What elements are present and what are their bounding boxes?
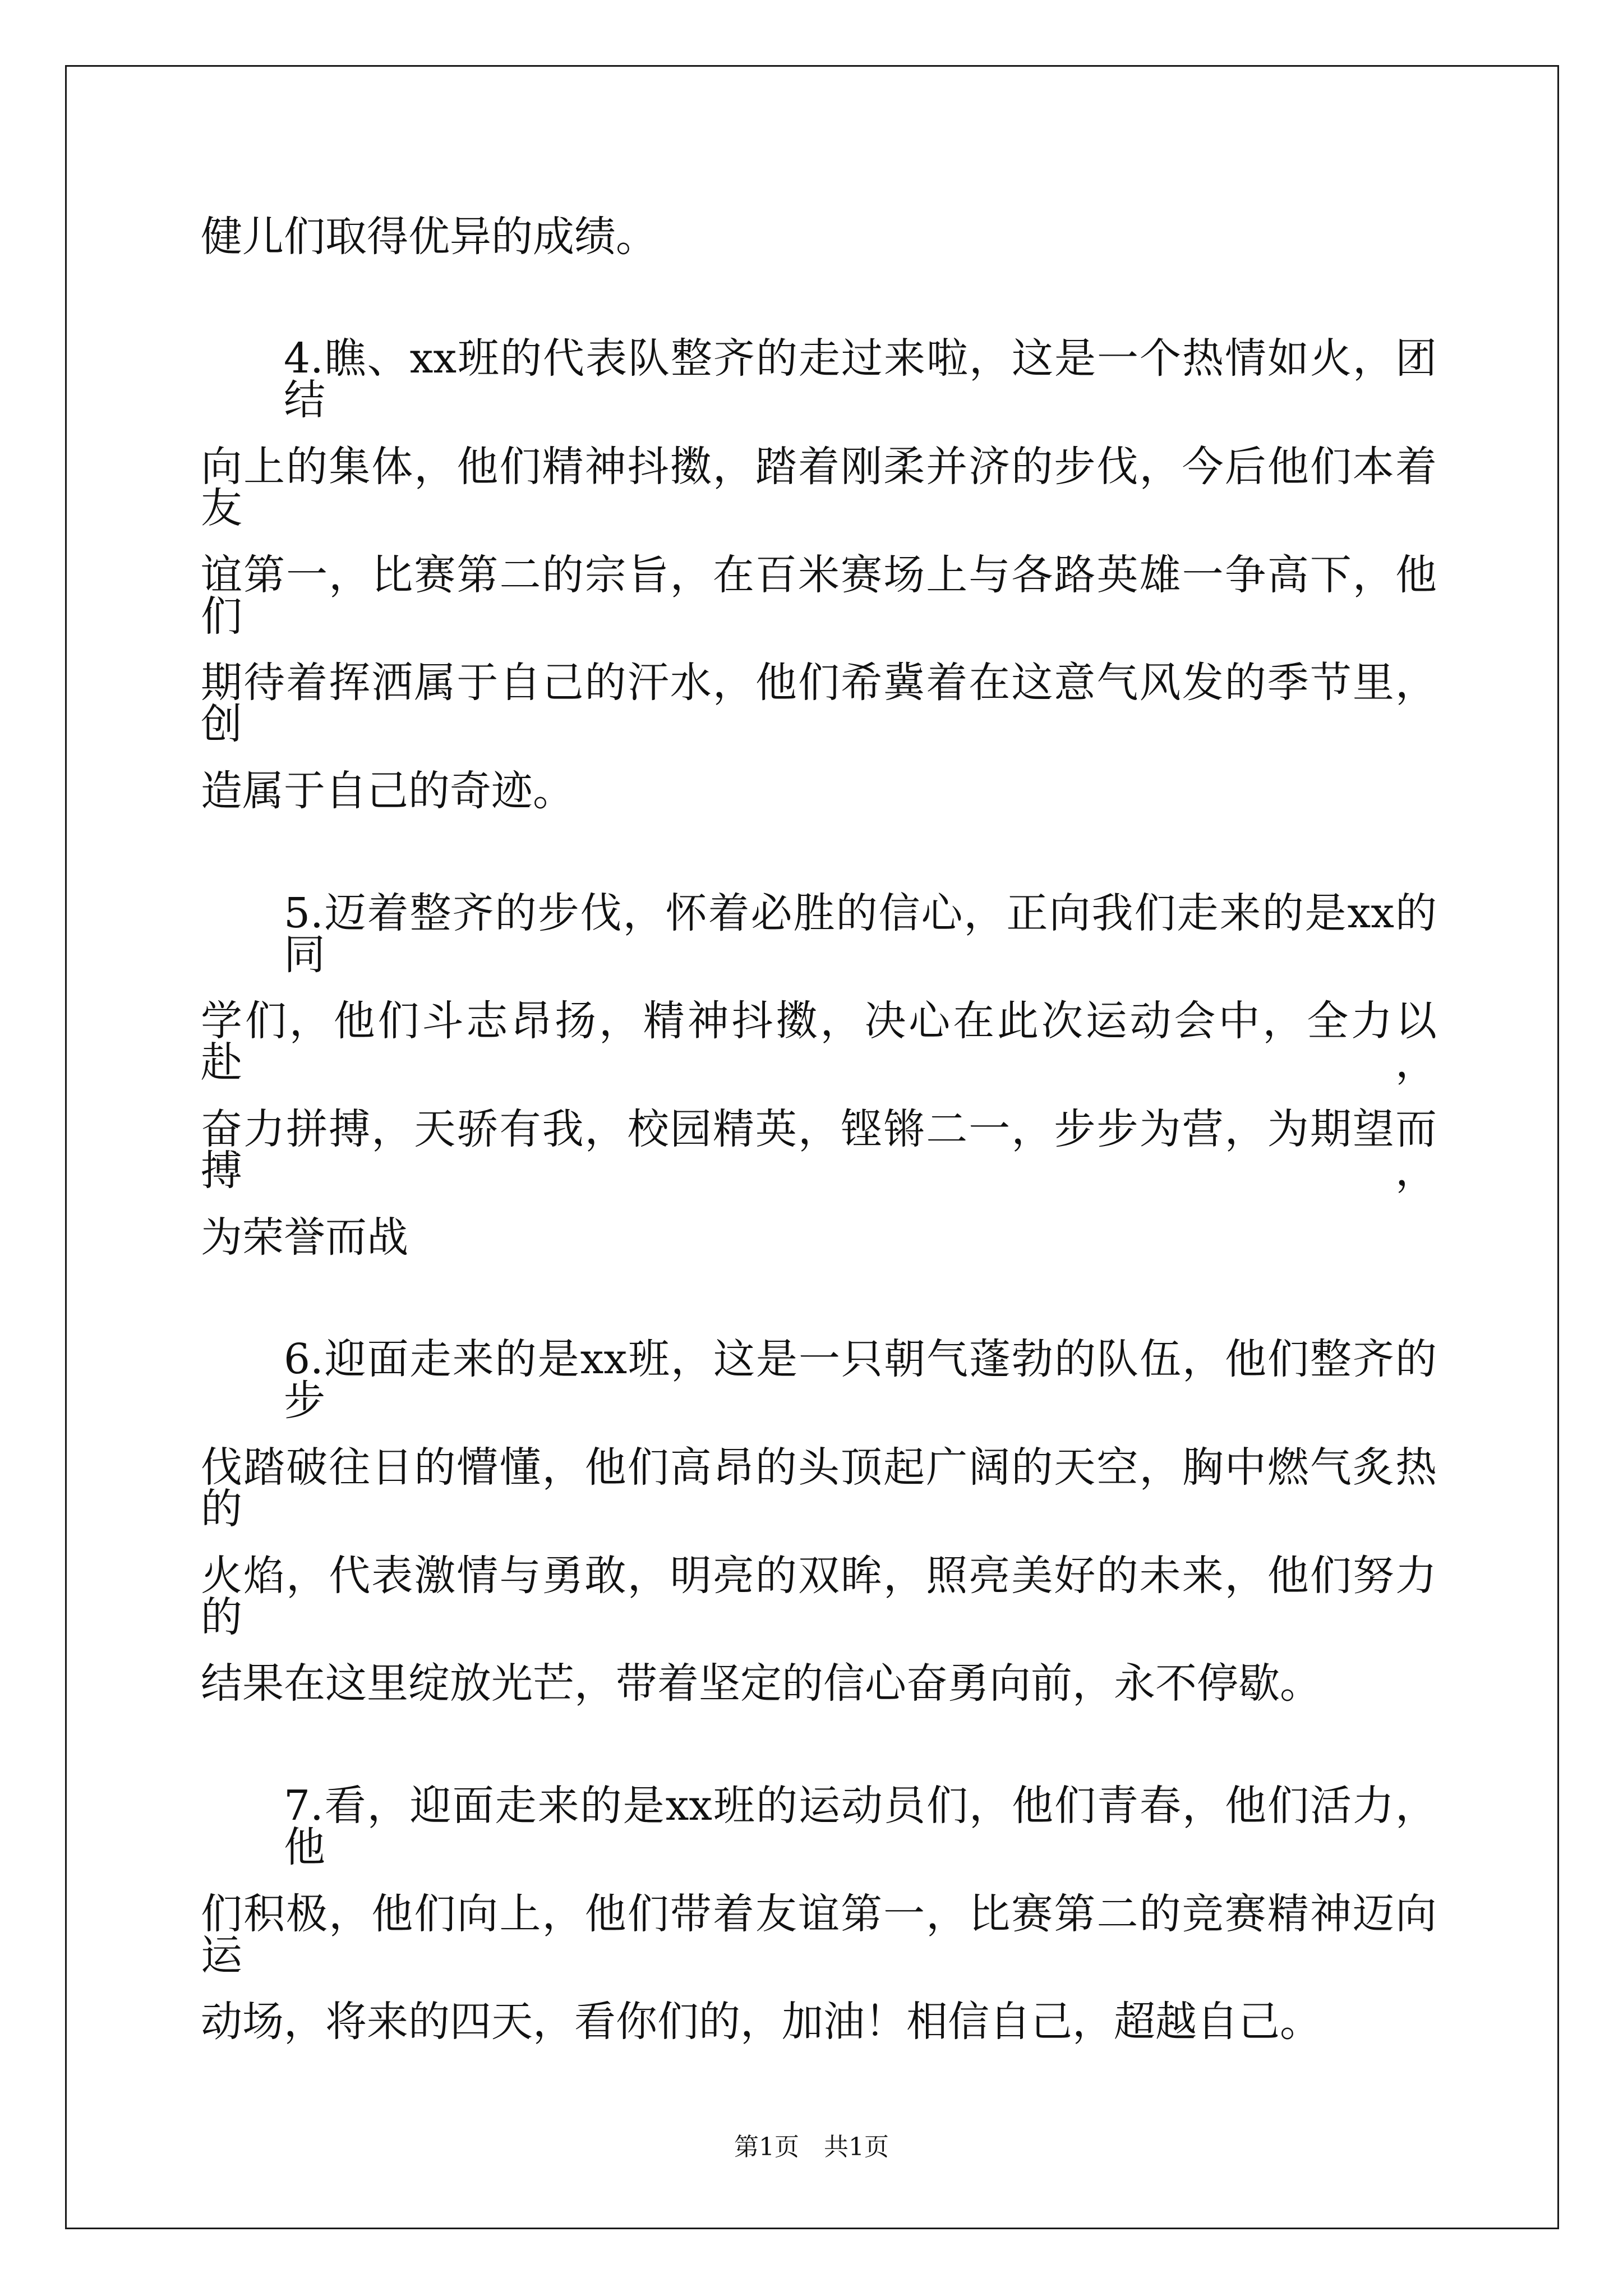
text-line: 健儿们取得优异的成绩。 [201,213,657,261]
text-line: 7.看，迎面走来的是xx班的运动员们，他们青春，他们活力，他 [284,1782,1437,1871]
text-line: 伐踏破往日的懵懂，他们高昂的头顶起广阔的天空，胸中燃气炙热的 [201,1443,1437,1533]
text-line: 火焰，代表激情与勇敢，明亮的双眸，照亮美好的未来，他们努力的 [201,1552,1437,1641]
text-line: 学们，他们斗志昂扬，精神抖擞，决心在此次运动会中，全力以赴， [201,997,1437,1087]
text-line: 们积极，他们向上，他们带着友谊第一，比赛第二的竞赛精神迈向运 [201,1890,1437,1980]
text-line: 造属于自己的奇迹。 [201,767,574,815]
text-line: 向上的集体，他们精神抖擞，踏着刚柔并济的步伐，今后他们本着友 [201,443,1437,532]
page-footer: 第1页 共1页 [734,2133,889,2161]
text-line: 5.迈着整齐的步伐，怀着必胜的信心，正向我们走来的是xx的同 [284,889,1437,979]
text-line: 为荣誉而战 [201,1213,408,1262]
text-line: 结果在这里绽放光芒，带着坚定的信心奋勇向前，永不停歇。 [201,1659,1321,1708]
text-line: 奋力拼搏，天骄有我，校园精英，铿锵二一，步步为营，为期望而搏， [201,1105,1437,1195]
text-line: 期待着挥洒属于自己的汗水，他们希冀着在这意气风发的季节里，创 [201,659,1437,748]
text-line: 6.迎面走来的是xx班，这是一只朝气蓬勃的队伍，他们整齐的步 [284,1335,1437,1425]
text-line: 4.瞧、xx班的代表队整齐的走过来啦，这是一个热情如火，团结 [284,334,1437,424]
text-line: 动场，将来的四天，看你们的，加油！相信自己，超越自己。 [201,1998,1321,2046]
text-line: 谊第一，比赛第二的宗旨，在百米赛场上与各路英雄一争高下，他们 [201,551,1437,641]
